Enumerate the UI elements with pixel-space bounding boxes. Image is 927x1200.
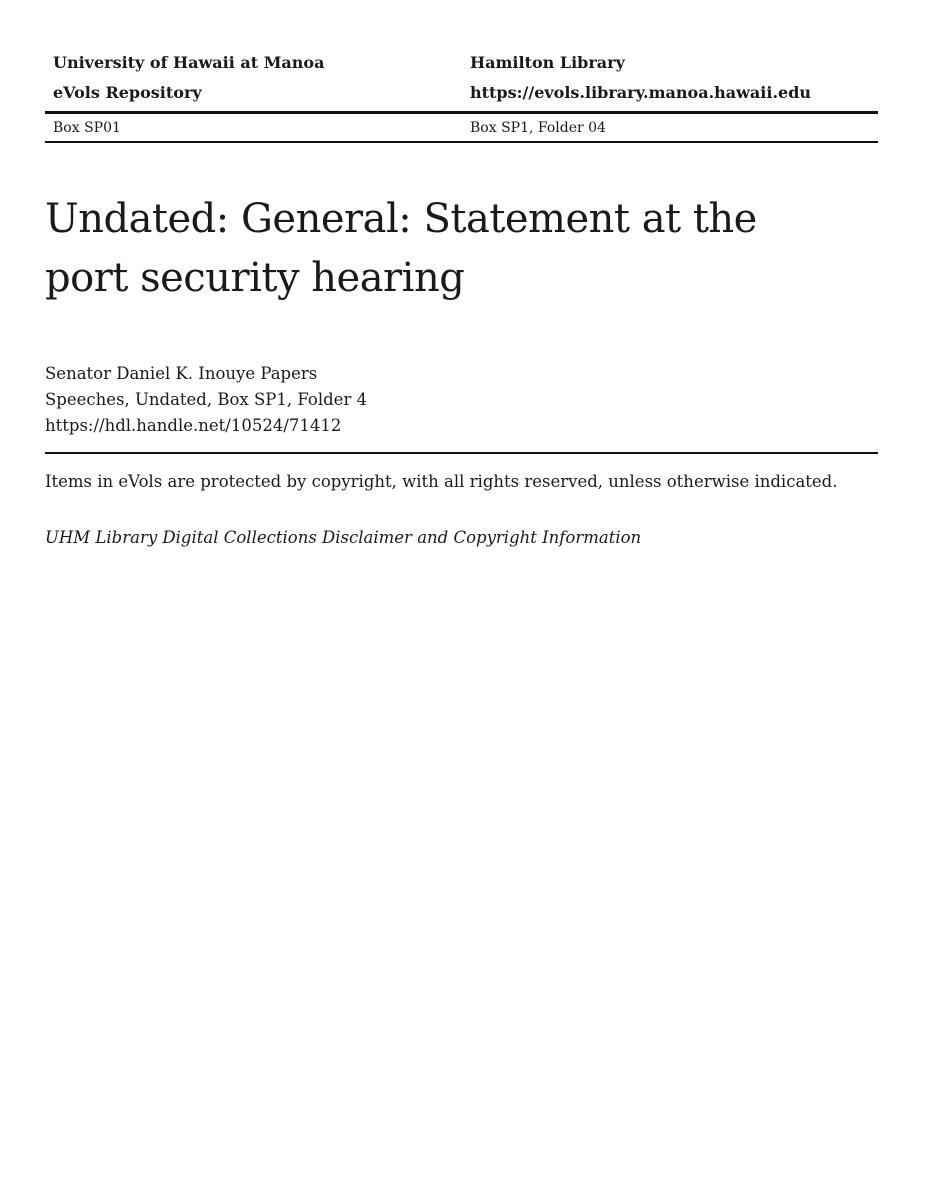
letterhead-box-row xyxy=(45,114,878,141)
metadata-rule xyxy=(45,452,878,454)
org-name: University of Hawaii at Manoa xyxy=(53,53,325,72)
page-title xyxy=(45,190,885,308)
metadata-block xyxy=(45,361,878,439)
collection-title: Senator Daniel K. Inouye Papers xyxy=(45,364,318,383)
library-name: Hamilton Library xyxy=(470,53,625,72)
page-title-line-2: port security hearing xyxy=(45,255,465,301)
header-rule-bottom xyxy=(45,141,878,143)
box-folder-label-right: Box SP1, Folder 04 xyxy=(470,120,606,136)
letterhead-left-column xyxy=(45,48,470,108)
handle-url-link[interactable]: https://hdl.handle.net/10524/71412 xyxy=(45,416,342,435)
folder-location: Speeches, Undated, Box SP1, Folder 4 xyxy=(45,390,368,409)
repo-name: eVols Repository xyxy=(53,83,202,102)
repo-url[interactable]: https://evols.library.manoa.hawaii.edu xyxy=(470,83,812,102)
letterhead-main-row xyxy=(45,48,878,108)
letterhead-right-column xyxy=(470,48,878,108)
box-label-left: Box SP01 xyxy=(53,120,121,136)
page-title-line-1: Undated: General: Statement at the xyxy=(45,196,757,242)
copyright-notice: Items in eVols are protected by copyright, with all rights reserved, unless otherwise indicated. xyxy=(45,472,838,491)
letterhead xyxy=(45,48,878,143)
disclaimer-link[interactable]: UHM Library Digital Collections Disclaimer and Copyright Information xyxy=(45,528,642,547)
